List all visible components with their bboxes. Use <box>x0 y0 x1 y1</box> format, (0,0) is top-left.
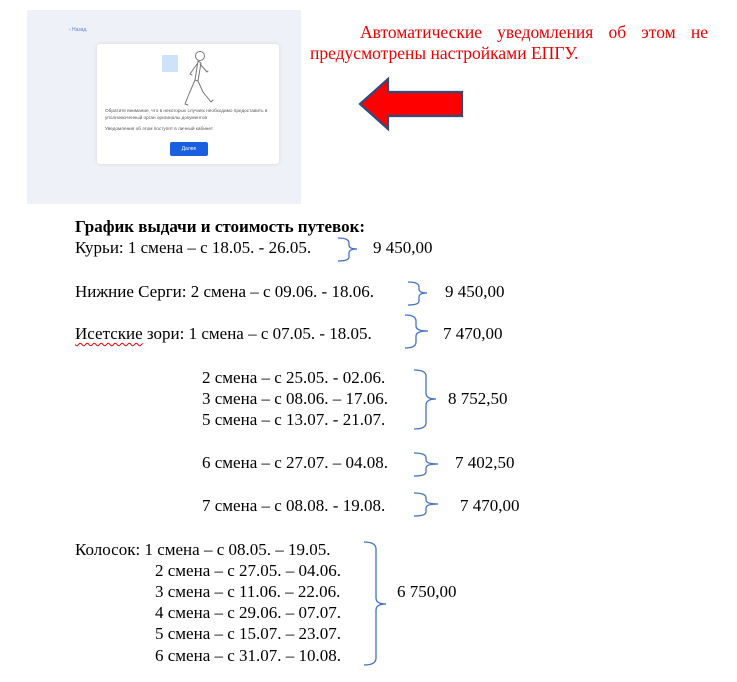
camp-name: Нижние Серги: <box>75 282 191 301</box>
kolosok-shift: 3 смена – с 11.06. – 22.06. <box>155 582 341 601</box>
left-arrow-icon <box>358 76 466 132</box>
schedule-heading: График выдачи и стоимость путевок: <box>75 217 366 236</box>
isetskie-shift: 2 смена – с 25.05. - 02.06. <box>202 368 386 387</box>
bracket <box>336 237 370 263</box>
red-note: Автоматические уведомления об этом не предусмотрены настройками ЕПГУ. <box>310 22 708 63</box>
sergi-price: 9 450,00 <box>445 282 505 301</box>
isetskie-price-7: 7 470,00 <box>460 496 520 515</box>
isetskie-price-6: 7 402,50 <box>455 453 515 472</box>
notice-text: Обратите внимание, что в некоторых случаях необходимо предоставить в уполномоченный орган оригиналы документов <box>105 108 268 120</box>
sergi-line <box>75 282 374 302</box>
shift-dates: 1 смена – с 07.05. - 18.05. <box>188 324 372 343</box>
camp-name: Колосок: <box>75 540 145 559</box>
kury-line <box>75 238 311 258</box>
notice-subtext: Уведомления об этом поступят в личный кабинет <box>105 126 213 131</box>
kolosok-shift: 6 смена – с 31.07. – 10.08. <box>155 646 342 665</box>
notice-card <box>97 44 279 164</box>
camp-name: Курьи: <box>75 238 128 257</box>
bracket <box>412 492 446 518</box>
kolosok-shift: 4 смена – с 29.06. – 07.07. <box>155 603 342 622</box>
isetskie-shift-7: 7 смена – с 08.08. - 19.08. <box>202 496 386 515</box>
isetskie-price-1: 7 470,00 <box>443 324 503 343</box>
back-link[interactable]: ‹ Назад <box>69 27 87 33</box>
shift-dates: 2 смена – с 09.06. - 18.06. <box>190 282 374 301</box>
isetskie-shift: 3 смена – с 08.06. – 17.06. <box>202 389 389 408</box>
embedded-screenshot <box>27 10 301 204</box>
shift-dates: 1 смена – с 18.05. - 26.05. <box>127 238 312 257</box>
document-icon <box>162 55 178 72</box>
kolosok-line <box>75 540 331 560</box>
kolosok-shift: 2 смена – с 27.05. – 04.06. <box>155 561 342 580</box>
next-button[interactable]: Далее <box>170 142 208 156</box>
bracket <box>412 369 444 431</box>
isetskie-group-price: 8 752,50 <box>448 389 508 408</box>
bracket <box>403 314 437 350</box>
bracket <box>406 281 440 307</box>
kolosok-shift: 5 смена – с 15.07. – 23.07. <box>155 624 342 643</box>
camp-name-rest: зори: <box>142 324 189 343</box>
bracket <box>412 452 446 478</box>
isetskie-shift-6: 6 смена – с 27.07. – 04.08. <box>202 453 389 472</box>
isetskie-shift: 5 смена – с 13.07. - 21.07. <box>202 410 386 429</box>
isetskie-line <box>75 324 372 344</box>
bracket <box>362 541 394 667</box>
camp-name: Исетские <box>75 324 143 343</box>
walking-person-icon <box>181 50 217 108</box>
kolosok-price: 6 750,00 <box>397 582 457 601</box>
kury-price: 9 450,00 <box>373 238 433 257</box>
shift-dates: 1 смена – с 08.05. – 19.05. <box>144 540 331 559</box>
